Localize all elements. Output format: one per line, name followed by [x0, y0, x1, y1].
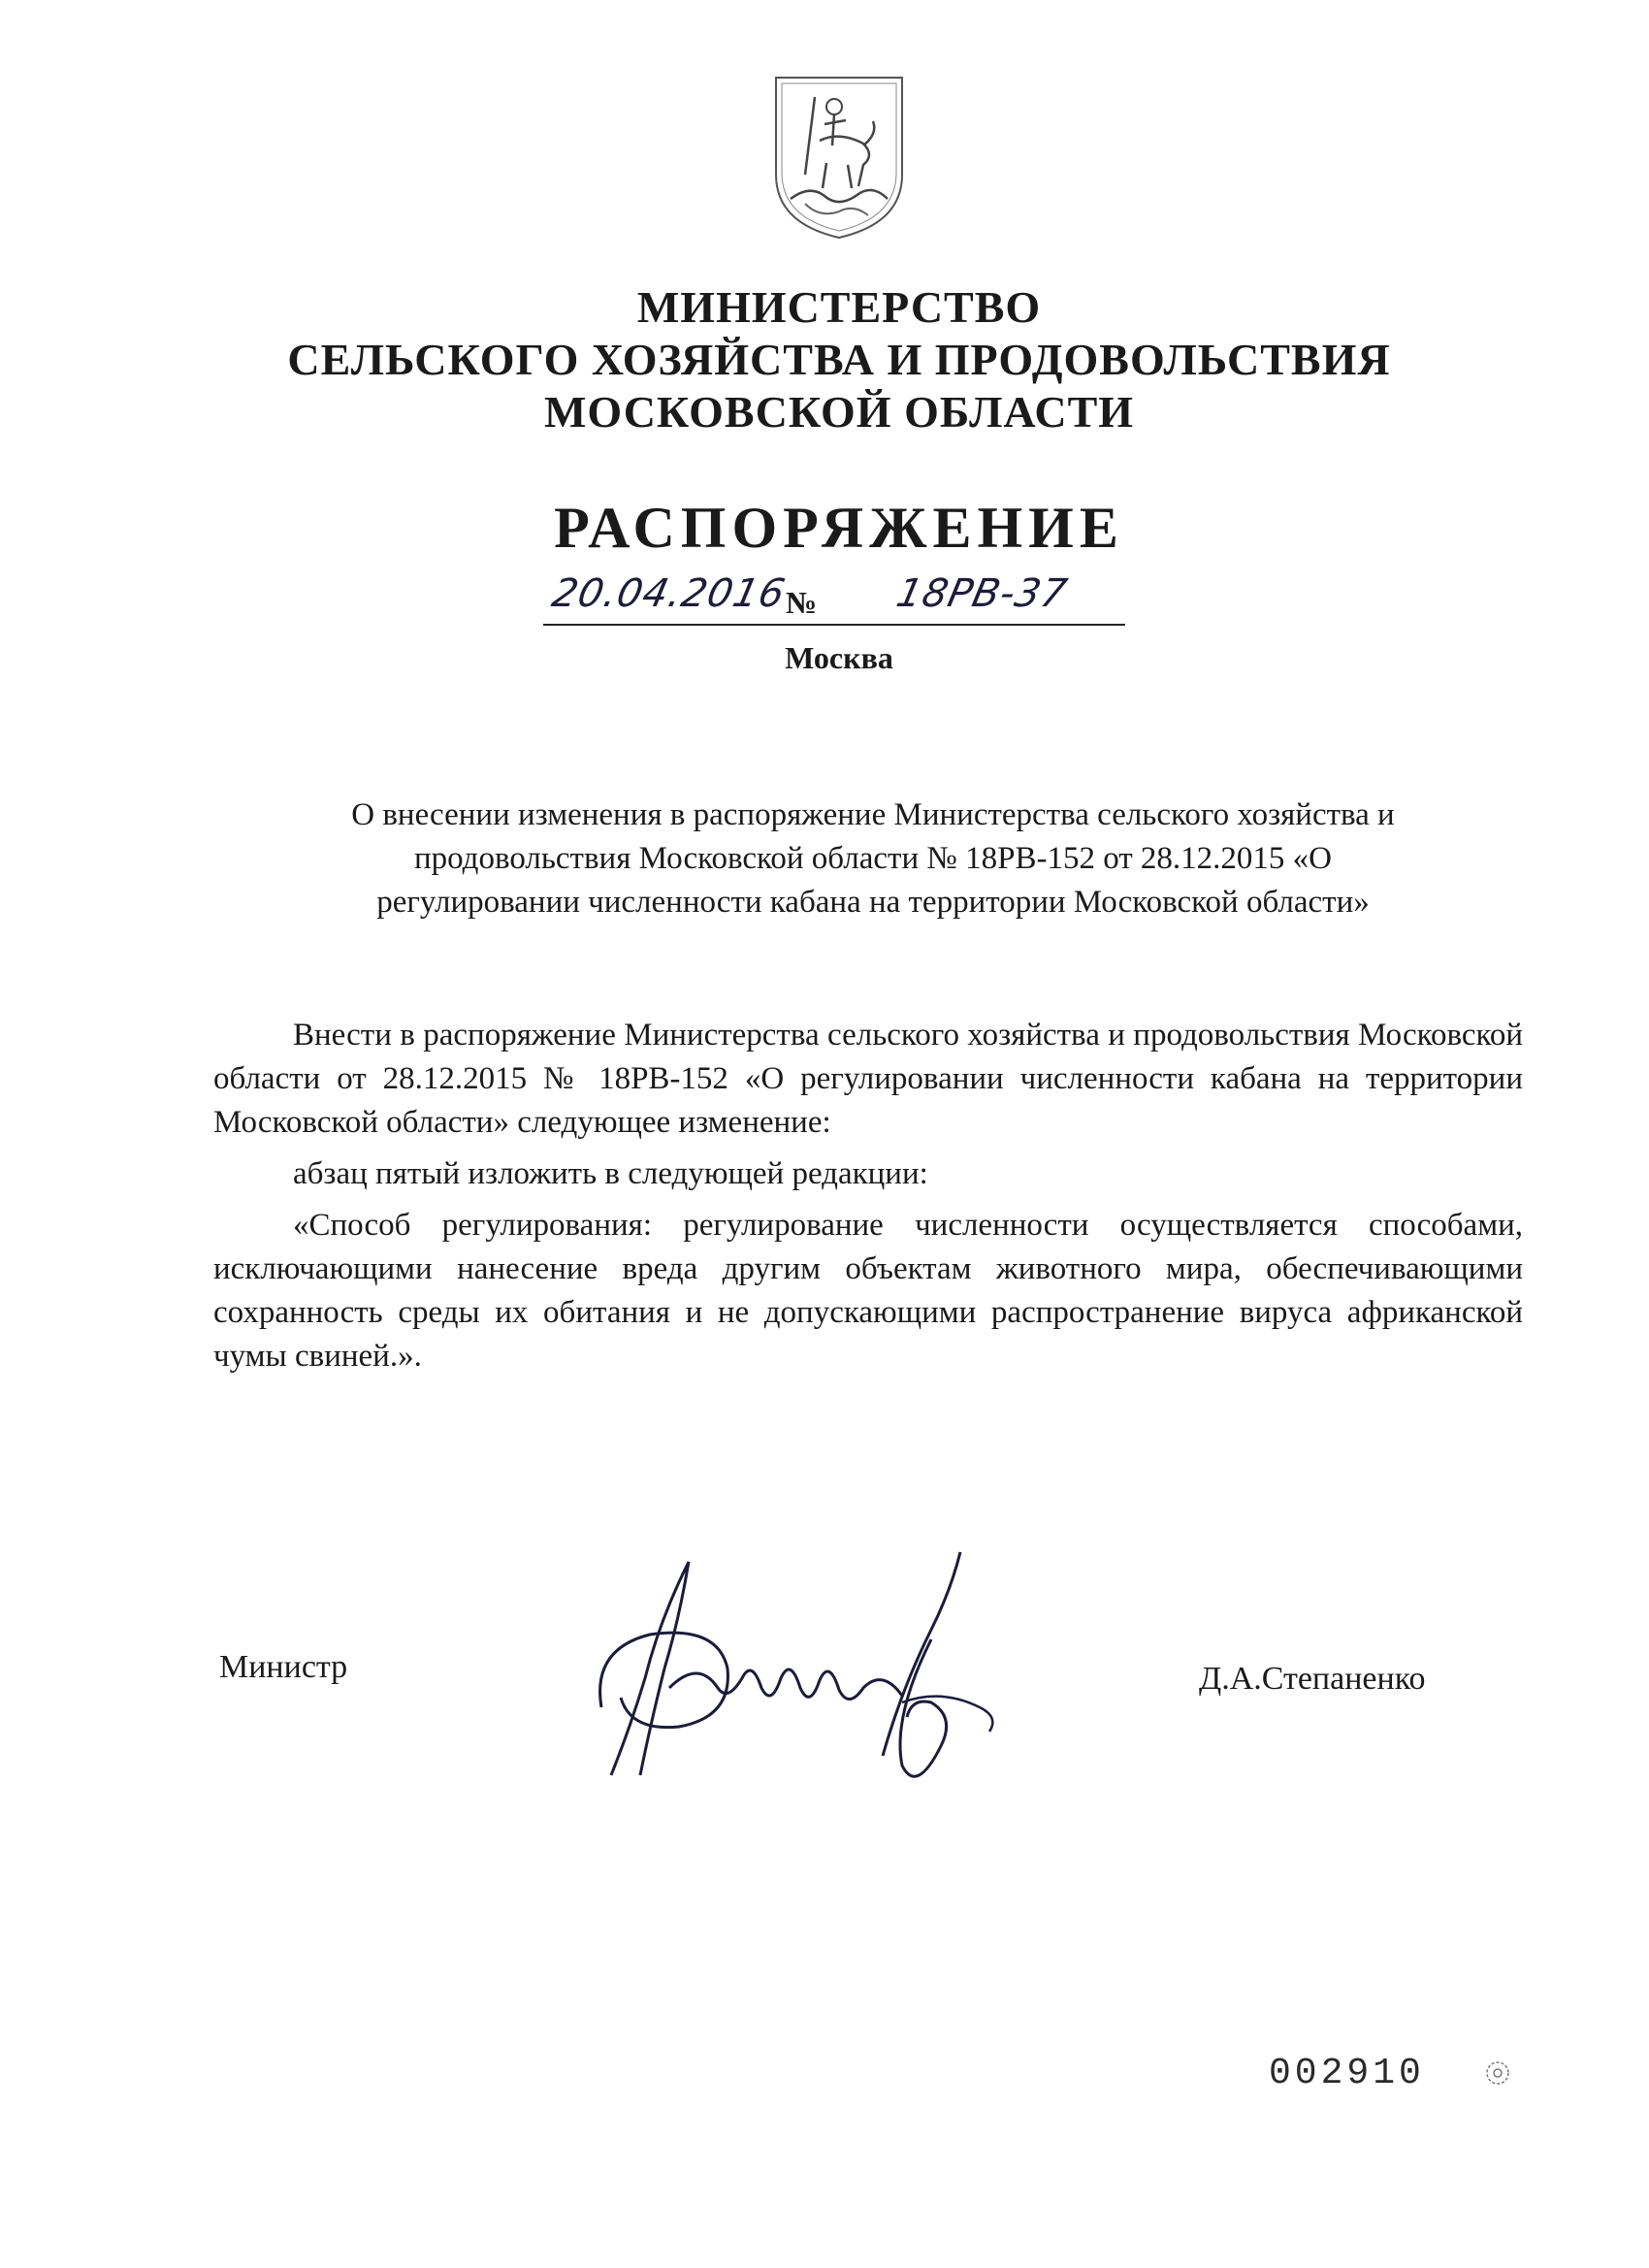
serial-number: 002910 [1269, 2053, 1425, 2094]
subject-line-1: О внесении изменения в распоряжение Министерства сельского хозяйства и [351, 797, 1395, 832]
body-paragraph-3: «Способ регулирования: регулирование численности осуществляется способами, исключающими нанесение вреда другим объектам животного мира, обеспечивающими сохранность среды их обитания и не допускающими распространение вируса африканской чумы свиней.». [213, 1208, 1523, 1374]
document-type-title: РАСПОРЯЖЕНИЕ [554, 496, 1124, 560]
signer-name: Д.А.Степаненко [1199, 1661, 1426, 1697]
document-number: 18РВ-37 [892, 571, 1072, 616]
document-body [213, 1014, 1523, 1378]
signer-title: Министр [219, 1649, 348, 1685]
registration-line [543, 567, 1125, 626]
signature-block [0, 1533, 1649, 1824]
registration-underline [543, 624, 1125, 626]
ministry-name [0, 281, 1649, 438]
ministry-line-1: МИНИСТЕРСТВО [636, 282, 1042, 332]
issue-city: Москва [785, 640, 893, 675]
number-sign: № [786, 585, 818, 620]
subject-line-2: продовольствия Московской области № 18РВ-152 от 28.12.2015 «О [413, 841, 1333, 876]
document-subject [233, 794, 1513, 924]
document-date: 20.04.2016 [548, 571, 790, 616]
handwritten-signature [572, 1533, 1057, 1804]
coat-of-arms-emblem [766, 68, 912, 243]
body-paragraph-1: Внести в распоряжение Министерства сельского хозяйства и продовольствия Московской области от 28.12.2015 № 18РВ-152 «О регулировании численности кабана на территории Московской области» следующее изменение: [213, 1018, 1523, 1140]
rosette-icon [1484, 2059, 1511, 2087]
ministry-line-3: МОСКОВСКОЙ ОБЛАСТИ [543, 387, 1135, 437]
body-paragraph-2: абзац пятый изложить в следующей редакции: [293, 1156, 928, 1191]
subject-line-3: регулировании численности кабана на территории Московской области» [376, 885, 1370, 920]
ministry-line-2: СЕЛЬСКОГО ХОЗЯЙСТВА И ПРОДОВОЛЬСТВИЯ [287, 335, 1391, 384]
coat-of-arms-icon [766, 68, 912, 243]
signature-icon [572, 1533, 1057, 1804]
